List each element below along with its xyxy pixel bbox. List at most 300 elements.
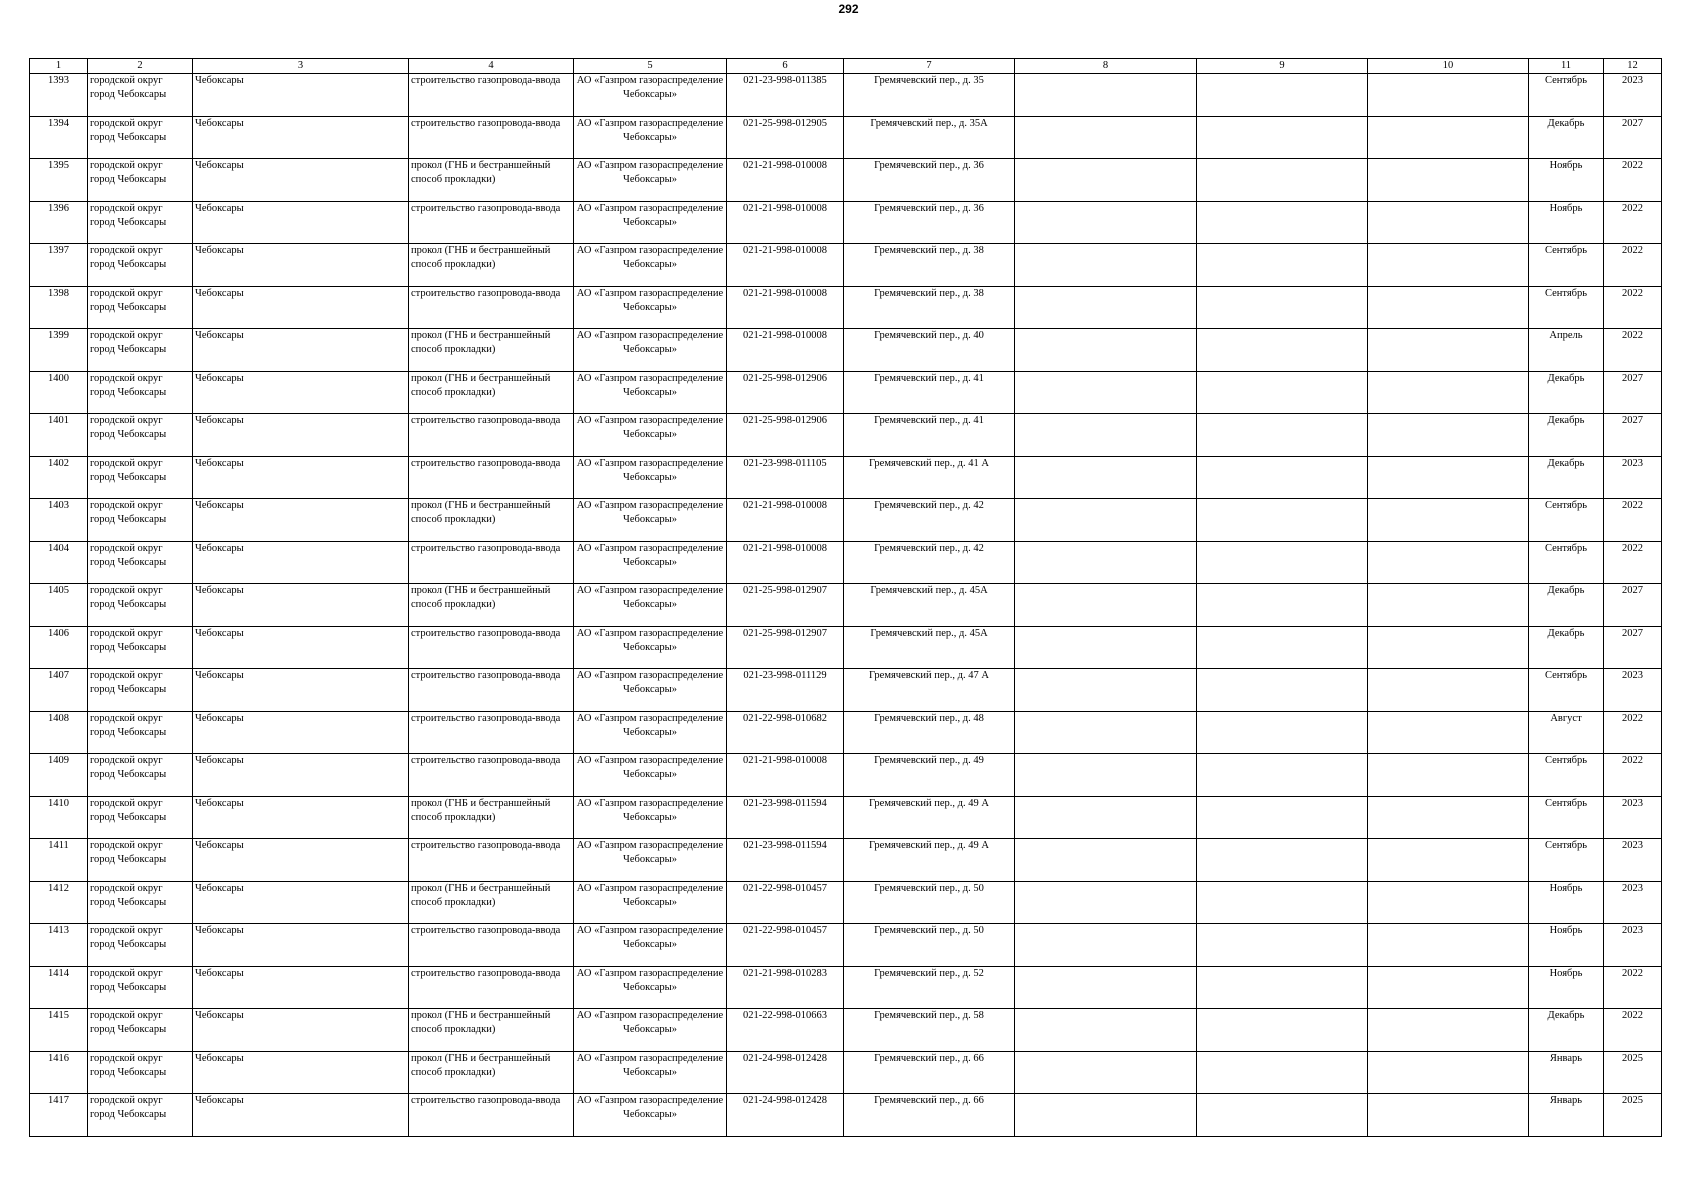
municipality-cell: городской округ город Чебоксары bbox=[88, 924, 193, 967]
address-cell: Гремячевский пер., д. 66 bbox=[844, 1051, 1015, 1094]
locality-cell: Чебоксары bbox=[193, 1009, 409, 1052]
municipality-cell: городской округ город Чебоксары bbox=[88, 286, 193, 329]
organization-cell bbox=[574, 1051, 727, 1094]
locality-cell: Чебоксары bbox=[193, 754, 409, 797]
locality-cell: Чебоксары bbox=[193, 711, 409, 754]
column-header: 11 bbox=[1529, 59, 1604, 74]
year-cell: 2023 bbox=[1604, 924, 1662, 967]
column-10-cell bbox=[1368, 1051, 1529, 1094]
municipality-cell: городской округ город Чебоксары bbox=[88, 414, 193, 457]
organization-cell bbox=[574, 541, 727, 584]
organization-cell bbox=[574, 371, 727, 414]
municipality-cell: городской округ город Чебоксары bbox=[88, 456, 193, 499]
column-8-cell bbox=[1015, 754, 1197, 797]
organization-cell bbox=[574, 924, 727, 967]
column-8-cell bbox=[1015, 584, 1197, 627]
address-cell: Гремячевский пер., д. 48 bbox=[844, 711, 1015, 754]
year-cell: 2023 bbox=[1604, 796, 1662, 839]
locality-cell: Чебоксары bbox=[193, 584, 409, 627]
object-code-cell: 021-23-998-011105 bbox=[727, 456, 844, 499]
row-number-cell: 1408 bbox=[30, 711, 88, 754]
locality-cell: Чебоксары bbox=[193, 286, 409, 329]
work-type-cell: прокол (ГНБ и бестраншейный способ прокладки) bbox=[409, 1051, 574, 1094]
locality-cell: Чебоксары bbox=[193, 924, 409, 967]
year-cell: 2022 bbox=[1604, 159, 1662, 202]
column-9-cell bbox=[1197, 286, 1368, 329]
month-cell: Сентябрь bbox=[1529, 796, 1604, 839]
locality-cell: Чебоксары bbox=[193, 839, 409, 882]
table-row bbox=[30, 116, 1662, 159]
municipality-cell: городской округ город Чебоксары bbox=[88, 1051, 193, 1094]
address-cell: Гремячевский пер., д. 49 А bbox=[844, 796, 1015, 839]
address-cell: Гремячевский пер., д. 52 bbox=[844, 966, 1015, 1009]
column-8-cell bbox=[1015, 456, 1197, 499]
organization-cell bbox=[574, 1094, 727, 1137]
organization-text: АО «Газпром газораспределение Чебоксары» bbox=[576, 670, 724, 695]
organization-cell bbox=[574, 881, 727, 924]
row-number-cell: 1399 bbox=[30, 329, 88, 372]
column-9-cell bbox=[1197, 201, 1368, 244]
organization-text: АО «Газпром газораспределение Чебоксары» bbox=[576, 882, 724, 908]
table-row bbox=[30, 541, 1662, 584]
work-type-cell: прокол (ГНБ и бестраншейный способ прокладки) bbox=[409, 584, 574, 627]
column-9-cell bbox=[1197, 754, 1368, 797]
locality-cell: Чебоксары bbox=[193, 499, 409, 542]
organization-text: АО «Газпром газораспределение Чебоксары» bbox=[576, 797, 724, 823]
column-10-cell bbox=[1368, 796, 1529, 839]
column-9-cell bbox=[1197, 1009, 1368, 1052]
column-10-cell bbox=[1368, 456, 1529, 499]
table-row bbox=[30, 881, 1662, 924]
month-cell: Сентябрь bbox=[1529, 669, 1604, 712]
month-cell: Сентябрь bbox=[1529, 839, 1604, 882]
locality-cell: Чебоксары bbox=[193, 74, 409, 117]
column-10-cell bbox=[1368, 116, 1529, 159]
column-10-cell bbox=[1368, 1009, 1529, 1052]
month-cell: Декабрь bbox=[1529, 626, 1604, 669]
month-cell: Ноябрь bbox=[1529, 159, 1604, 202]
locality-cell: Чебоксары bbox=[193, 159, 409, 202]
work-type-cell: строительство газопровода-ввода bbox=[409, 754, 574, 797]
column-8-cell bbox=[1015, 201, 1197, 244]
organization-text: АО «Газпром газораспределение Чебоксары» bbox=[576, 542, 724, 568]
object-code-cell: 021-21-998-010008 bbox=[727, 541, 844, 584]
municipality-cell: городской округ город Чебоксары bbox=[88, 541, 193, 584]
table-row bbox=[30, 711, 1662, 754]
column-8-cell bbox=[1015, 541, 1197, 584]
table-row bbox=[30, 1009, 1662, 1052]
year-cell: 2022 bbox=[1604, 541, 1662, 584]
column-8-cell bbox=[1015, 1051, 1197, 1094]
column-10-cell bbox=[1368, 924, 1529, 967]
municipality-cell: городской округ город Чебоксары bbox=[88, 966, 193, 1009]
column-8-cell bbox=[1015, 244, 1197, 287]
work-type-cell: строительство газопровода-ввода bbox=[409, 924, 574, 967]
locality-cell: Чебоксары bbox=[193, 116, 409, 159]
address-cell: Гремячевский пер., д. 42 bbox=[844, 499, 1015, 542]
table-row bbox=[30, 1051, 1662, 1094]
row-number-cell: 1405 bbox=[30, 584, 88, 627]
column-8-cell bbox=[1015, 839, 1197, 882]
locality-cell: Чебоксары bbox=[193, 414, 409, 457]
organization-cell bbox=[574, 711, 727, 754]
address-cell: Гремячевский пер., д. 41 bbox=[844, 414, 1015, 457]
month-cell: Декабрь bbox=[1529, 456, 1604, 499]
column-header: 6 bbox=[727, 59, 844, 74]
address-cell: Гремячевский пер., д. 47 А bbox=[844, 669, 1015, 712]
organization-text: АО «Газпром газораспределение Чебоксары» bbox=[576, 287, 724, 313]
object-code-cell: 021-24-998-012428 bbox=[727, 1094, 844, 1137]
gasification-table bbox=[29, 58, 1662, 1137]
object-code-cell: 021-25-998-012906 bbox=[727, 371, 844, 414]
organization-text: АО «Газпром газораспределение Чебоксары» bbox=[576, 415, 724, 440]
column-10-cell bbox=[1368, 286, 1529, 329]
municipality-cell: городской округ город Чебоксары bbox=[88, 371, 193, 414]
year-cell: 2025 bbox=[1604, 1051, 1662, 1094]
object-code-cell: 021-23-998-011385 bbox=[727, 74, 844, 117]
month-cell: Январь bbox=[1529, 1051, 1604, 1094]
column-10-cell bbox=[1368, 541, 1529, 584]
column-header: 12 bbox=[1604, 59, 1662, 74]
object-code-cell: 021-21-998-010008 bbox=[727, 499, 844, 542]
month-cell: Сентябрь bbox=[1529, 499, 1604, 542]
month-cell: Январь bbox=[1529, 1094, 1604, 1137]
table-row bbox=[30, 796, 1662, 839]
organization-cell bbox=[574, 116, 727, 159]
table-row bbox=[30, 626, 1662, 669]
year-cell: 2023 bbox=[1604, 839, 1662, 882]
column-9-cell bbox=[1197, 924, 1368, 967]
locality-cell: Чебоксары bbox=[193, 541, 409, 584]
work-type-cell: строительство газопровода-ввода bbox=[409, 669, 574, 712]
municipality-cell: городской округ город Чебоксары bbox=[88, 499, 193, 542]
column-8-cell bbox=[1015, 1009, 1197, 1052]
organization-cell bbox=[574, 201, 727, 244]
year-cell: 2027 bbox=[1604, 414, 1662, 457]
organization-text: АО «Газпром газораспределение Чебоксары» bbox=[576, 202, 724, 228]
work-type-cell: прокол (ГНБ и бестраншейный способ прокладки) bbox=[409, 159, 574, 202]
row-number-cell: 1401 bbox=[30, 414, 88, 457]
locality-cell: Чебоксары bbox=[193, 966, 409, 1009]
column-9-cell bbox=[1197, 881, 1368, 924]
municipality-cell: городской округ город Чебоксары bbox=[88, 711, 193, 754]
work-type-cell: строительство газопровода-ввода bbox=[409, 116, 574, 159]
column-9-cell bbox=[1197, 414, 1368, 457]
organization-cell bbox=[574, 669, 727, 712]
municipality-cell: городской округ город Чебоксары bbox=[88, 881, 193, 924]
work-type-cell: прокол (ГНБ и бестраншейный способ прокладки) bbox=[409, 1009, 574, 1052]
organization-text: АО «Газпром газораспределение Чебоксары» bbox=[576, 967, 724, 993]
object-code-cell: 021-23-998-011129 bbox=[727, 669, 844, 712]
table-row bbox=[30, 754, 1662, 797]
column-10-cell bbox=[1368, 371, 1529, 414]
month-cell: Декабрь bbox=[1529, 116, 1604, 159]
municipality-cell: городской округ город Чебоксары bbox=[88, 754, 193, 797]
column-9-cell bbox=[1197, 584, 1368, 627]
column-8-cell bbox=[1015, 669, 1197, 712]
column-8-cell bbox=[1015, 499, 1197, 542]
address-cell: Гремячевский пер., д. 50 bbox=[844, 881, 1015, 924]
organization-text: АО «Газпром газораспределение Чебоксары» bbox=[576, 75, 724, 100]
column-10-cell bbox=[1368, 754, 1529, 797]
column-8-cell bbox=[1015, 159, 1197, 202]
address-cell: Гремячевский пер., д. 58 bbox=[844, 1009, 1015, 1052]
column-9-cell bbox=[1197, 1094, 1368, 1137]
month-cell: Сентябрь bbox=[1529, 286, 1604, 329]
year-cell: 2022 bbox=[1604, 966, 1662, 1009]
year-cell: 2023 bbox=[1604, 669, 1662, 712]
table-row bbox=[30, 201, 1662, 244]
work-type-cell: прокол (ГНБ и бестраншейный способ прокладки) bbox=[409, 329, 574, 372]
locality-cell: Чебоксары bbox=[193, 626, 409, 669]
table-row bbox=[30, 329, 1662, 372]
column-8-cell bbox=[1015, 626, 1197, 669]
table-row bbox=[30, 159, 1662, 202]
address-cell: Гремячевский пер., д. 40 bbox=[844, 329, 1015, 372]
table-row bbox=[30, 414, 1662, 457]
organization-text: АО «Газпром газораспределение Чебоксары» bbox=[576, 330, 724, 355]
work-type-cell: прокол (ГНБ и бестраншейный способ прокладки) bbox=[409, 881, 574, 924]
municipality-cell: городской округ город Чебоксары bbox=[88, 669, 193, 712]
locality-cell: Чебоксары bbox=[193, 244, 409, 287]
object-code-cell: 021-21-998-010008 bbox=[727, 286, 844, 329]
organization-cell bbox=[574, 456, 727, 499]
address-cell: Гремячевский пер., д. 36 bbox=[844, 159, 1015, 202]
object-code-cell: 021-25-998-012907 bbox=[727, 626, 844, 669]
year-cell: 2022 bbox=[1604, 201, 1662, 244]
year-cell: 2027 bbox=[1604, 626, 1662, 669]
locality-cell: Чебоксары bbox=[193, 1094, 409, 1137]
column-9-cell bbox=[1197, 159, 1368, 202]
column-9-cell bbox=[1197, 116, 1368, 159]
row-number-cell: 1412 bbox=[30, 881, 88, 924]
column-header: 9 bbox=[1197, 59, 1368, 74]
column-10-cell bbox=[1368, 414, 1529, 457]
table-row bbox=[30, 966, 1662, 1009]
column-9-cell bbox=[1197, 796, 1368, 839]
column-9-cell bbox=[1197, 244, 1368, 287]
municipality-cell: городской округ город Чебоксары bbox=[88, 1094, 193, 1137]
object-code-cell: 021-21-998-010008 bbox=[727, 244, 844, 287]
row-number-cell: 1407 bbox=[30, 669, 88, 712]
municipality-cell: городской округ город Чебоксары bbox=[88, 329, 193, 372]
column-9-cell bbox=[1197, 839, 1368, 882]
row-number-cell: 1415 bbox=[30, 1009, 88, 1052]
work-type-cell: прокол (ГНБ и бестраншейный способ прокладки) bbox=[409, 499, 574, 542]
year-cell: 2022 bbox=[1604, 286, 1662, 329]
organization-cell bbox=[574, 74, 727, 117]
locality-cell: Чебоксары bbox=[193, 881, 409, 924]
municipality-cell: городской округ город Чебоксары bbox=[88, 74, 193, 117]
column-8-cell bbox=[1015, 329, 1197, 372]
object-code-cell: 021-25-998-012905 bbox=[727, 116, 844, 159]
table-body bbox=[30, 74, 1662, 1137]
address-cell: Гремячевский пер., д. 35 bbox=[844, 74, 1015, 117]
column-8-cell bbox=[1015, 711, 1197, 754]
address-cell: Гремячевский пер., д. 38 bbox=[844, 244, 1015, 287]
column-9-cell bbox=[1197, 329, 1368, 372]
municipality-cell: городской округ город Чебоксары bbox=[88, 159, 193, 202]
year-cell: 2023 bbox=[1604, 456, 1662, 499]
year-cell: 2022 bbox=[1604, 711, 1662, 754]
column-header: 2 bbox=[88, 59, 193, 74]
organization-text: АО «Газпром газораспределение Чебоксары» bbox=[576, 1010, 724, 1035]
locality-cell: Чебоксары bbox=[193, 796, 409, 839]
column-8-cell bbox=[1015, 371, 1197, 414]
locality-cell: Чебоксары bbox=[193, 456, 409, 499]
column-header: 5 bbox=[574, 59, 727, 74]
column-8-cell bbox=[1015, 116, 1197, 159]
address-cell: Гремячевский пер., д. 38 bbox=[844, 286, 1015, 329]
column-9-cell bbox=[1197, 966, 1368, 1009]
organization-text: АО «Газпром газораспределение Чебоксары» bbox=[576, 160, 724, 185]
municipality-cell: городской округ город Чебоксары bbox=[88, 116, 193, 159]
column-9-cell bbox=[1197, 456, 1368, 499]
table-row bbox=[30, 584, 1662, 627]
organization-cell bbox=[574, 159, 727, 202]
month-cell: Декабрь bbox=[1529, 414, 1604, 457]
year-cell: 2022 bbox=[1604, 499, 1662, 542]
locality-cell: Чебоксары bbox=[193, 201, 409, 244]
work-type-cell: строительство газопровода-ввода bbox=[409, 839, 574, 882]
object-code-cell: 021-21-998-010008 bbox=[727, 754, 844, 797]
month-cell: Ноябрь bbox=[1529, 966, 1604, 1009]
column-10-cell bbox=[1368, 966, 1529, 1009]
column-8-cell bbox=[1015, 414, 1197, 457]
row-number-cell: 1403 bbox=[30, 499, 88, 542]
address-cell: Гремячевский пер., д. 35А bbox=[844, 116, 1015, 159]
month-cell: Сентябрь bbox=[1529, 754, 1604, 797]
organization-cell bbox=[574, 286, 727, 329]
month-cell: Ноябрь bbox=[1529, 924, 1604, 967]
organization-text: АО «Газпром газораспределение Чебоксары» bbox=[576, 840, 724, 865]
row-number-cell: 1417 bbox=[30, 1094, 88, 1137]
organization-text: АО «Газпром газораспределение Чебоксары» bbox=[576, 1095, 724, 1120]
organization-cell bbox=[574, 244, 727, 287]
organization-cell bbox=[574, 1009, 727, 1052]
column-9-cell bbox=[1197, 541, 1368, 584]
work-type-cell: строительство газопровода-ввода bbox=[409, 201, 574, 244]
column-header: 3 bbox=[193, 59, 409, 74]
address-cell: Гремячевский пер., д. 66 bbox=[844, 1094, 1015, 1137]
year-cell: 2023 bbox=[1604, 881, 1662, 924]
municipality-cell: городской округ город Чебоксары bbox=[88, 626, 193, 669]
table-row bbox=[30, 286, 1662, 329]
object-code-cell: 021-21-998-010008 bbox=[727, 201, 844, 244]
column-header: 8 bbox=[1015, 59, 1197, 74]
year-cell: 2027 bbox=[1604, 584, 1662, 627]
organization-text: АО «Газпром газораспределение Чебоксары» bbox=[576, 372, 724, 398]
object-code-cell: 021-21-998-010008 bbox=[727, 329, 844, 372]
row-number-cell: 1413 bbox=[30, 924, 88, 967]
column-8-cell bbox=[1015, 286, 1197, 329]
organization-cell bbox=[574, 839, 727, 882]
year-cell: 2027 bbox=[1604, 371, 1662, 414]
column-10-cell bbox=[1368, 839, 1529, 882]
row-number-cell: 1396 bbox=[30, 201, 88, 244]
municipality-cell: городской округ город Чебоксары bbox=[88, 584, 193, 627]
column-10-cell bbox=[1368, 881, 1529, 924]
object-code-cell: 021-23-998-011594 bbox=[727, 796, 844, 839]
organization-text: АО «Газпром газораспределение Чебоксары» bbox=[576, 755, 724, 780]
address-cell: Гремячевский пер., д. 45А bbox=[844, 626, 1015, 669]
organization-cell bbox=[574, 626, 727, 669]
work-type-cell: прокол (ГНБ и бестраншейный способ прокладки) bbox=[409, 796, 574, 839]
column-header: 10 bbox=[1368, 59, 1529, 74]
column-8-cell bbox=[1015, 881, 1197, 924]
address-cell: Гремячевский пер., д. 41 bbox=[844, 371, 1015, 414]
table-row bbox=[30, 1094, 1662, 1137]
row-number-cell: 1394 bbox=[30, 116, 88, 159]
organization-text: АО «Газпром газораспределение Чебоксары» bbox=[576, 457, 724, 483]
object-code-cell: 021-25-998-012906 bbox=[727, 414, 844, 457]
month-cell: Сентябрь bbox=[1529, 244, 1604, 287]
month-cell: Декабрь bbox=[1529, 584, 1604, 627]
work-type-cell: строительство газопровода-ввода bbox=[409, 711, 574, 754]
row-number-cell: 1393 bbox=[30, 74, 88, 117]
column-8-cell bbox=[1015, 74, 1197, 117]
row-number-cell: 1416 bbox=[30, 1051, 88, 1094]
work-type-cell: прокол (ГНБ и бестраншейный способ прокладки) bbox=[409, 371, 574, 414]
column-10-cell bbox=[1368, 159, 1529, 202]
column-10-cell bbox=[1368, 711, 1529, 754]
row-number-cell: 1398 bbox=[30, 286, 88, 329]
organization-cell bbox=[574, 329, 727, 372]
work-type-cell: строительство газопровода-ввода bbox=[409, 1094, 574, 1137]
year-cell: 2022 bbox=[1604, 329, 1662, 372]
organization-text: АО «Газпром газораспределение Чебоксары» bbox=[576, 117, 724, 143]
column-9-cell bbox=[1197, 371, 1368, 414]
column-number-row bbox=[30, 59, 1662, 74]
organization-text: АО «Газпром газораспределение Чебоксары» bbox=[576, 627, 724, 653]
table-row bbox=[30, 924, 1662, 967]
month-cell: Август bbox=[1529, 711, 1604, 754]
page-number: 292 bbox=[838, 2, 859, 16]
row-number-cell: 1402 bbox=[30, 456, 88, 499]
address-cell: Гремячевский пер., д. 49 А bbox=[844, 839, 1015, 882]
column-8-cell bbox=[1015, 1094, 1197, 1137]
address-cell: Гремячевский пер., д. 41 А bbox=[844, 456, 1015, 499]
table-row bbox=[30, 74, 1662, 117]
municipality-cell: городской округ город Чебоксары bbox=[88, 796, 193, 839]
work-type-cell: строительство газопровода-ввода bbox=[409, 456, 574, 499]
locality-cell: Чебоксары bbox=[193, 329, 409, 372]
organization-cell bbox=[574, 584, 727, 627]
month-cell: Сентябрь bbox=[1529, 541, 1604, 584]
object-code-cell: 021-22-998-010457 bbox=[727, 881, 844, 924]
year-cell: 2025 bbox=[1604, 1094, 1662, 1137]
municipality-cell: городской округ город Чебоксары bbox=[88, 839, 193, 882]
column-10-cell bbox=[1368, 329, 1529, 372]
row-number-cell: 1409 bbox=[30, 754, 88, 797]
column-9-cell bbox=[1197, 711, 1368, 754]
column-9-cell bbox=[1197, 626, 1368, 669]
year-cell: 2022 bbox=[1604, 244, 1662, 287]
row-number-cell: 1406 bbox=[30, 626, 88, 669]
organization-text: АО «Газпром газораспределение Чебоксары» bbox=[576, 1052, 724, 1078]
address-cell: Гремячевский пер., д. 50 bbox=[844, 924, 1015, 967]
table-row bbox=[30, 456, 1662, 499]
row-number-cell: 1400 bbox=[30, 371, 88, 414]
row-number-cell: 1410 bbox=[30, 796, 88, 839]
organization-text: АО «Газпром газораспределение Чебоксары» bbox=[576, 585, 724, 610]
work-type-cell: строительство газопровода-ввода bbox=[409, 414, 574, 457]
row-number-cell: 1397 bbox=[30, 244, 88, 287]
object-code-cell: 021-22-998-010682 bbox=[727, 711, 844, 754]
organization-cell bbox=[574, 796, 727, 839]
month-cell: Декабрь bbox=[1529, 371, 1604, 414]
table-row bbox=[30, 839, 1662, 882]
